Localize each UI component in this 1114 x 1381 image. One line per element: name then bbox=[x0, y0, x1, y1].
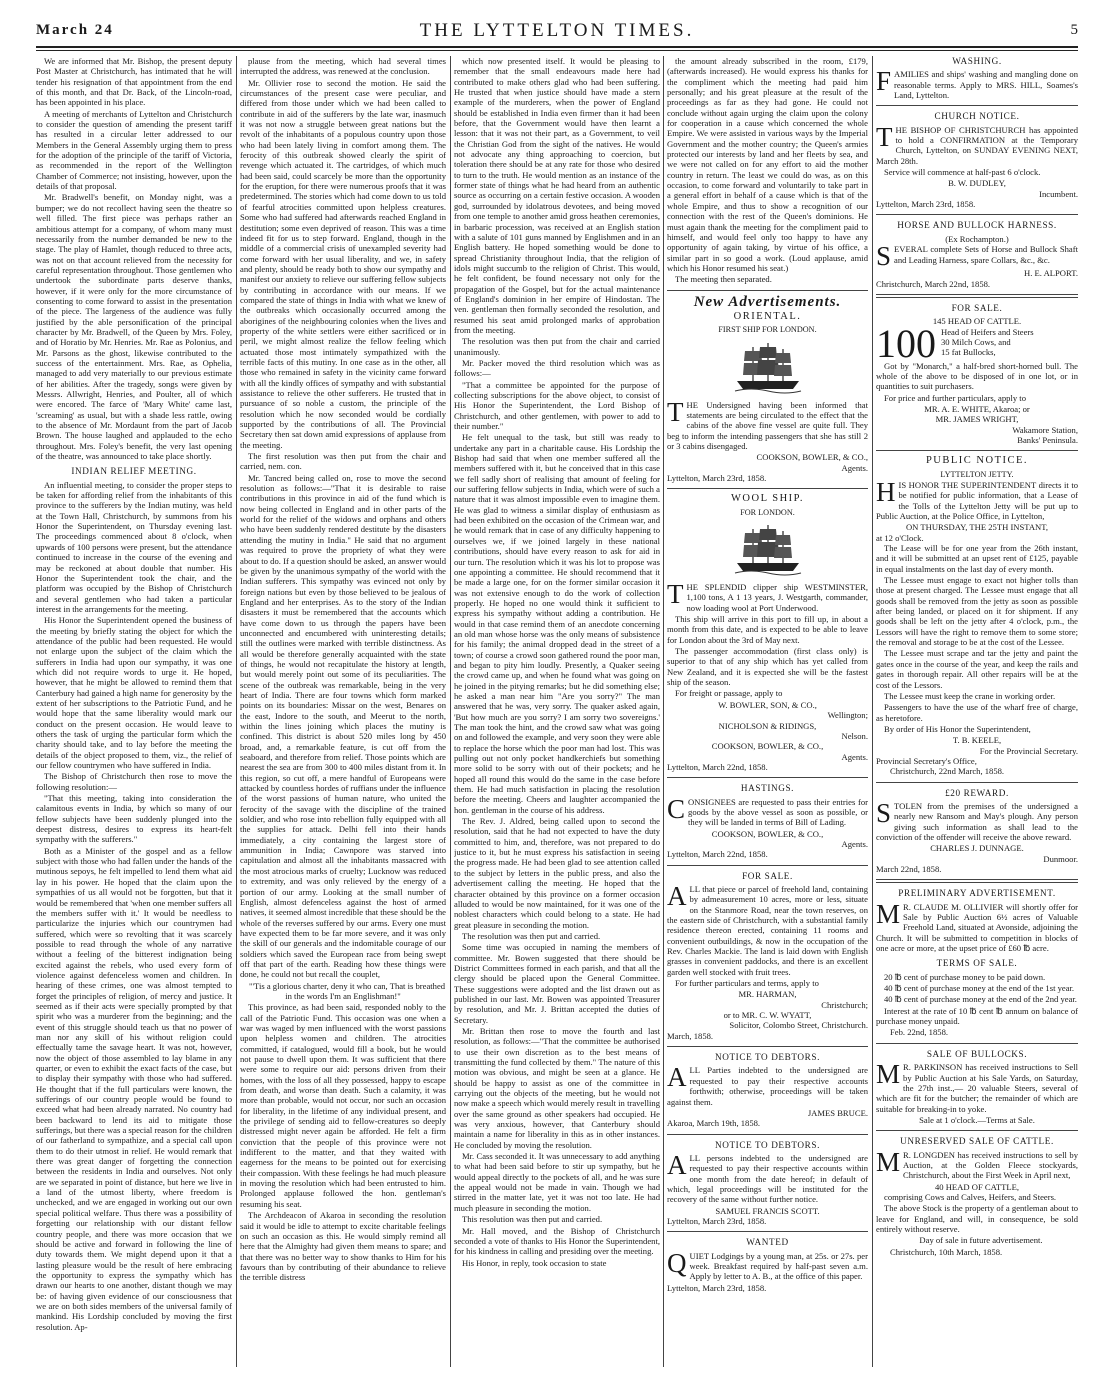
ad-subheading: (Ex Rochampton.) bbox=[945, 233, 1009, 244]
ad-signature: H. E. ALPORT. bbox=[1024, 268, 1078, 279]
ad-dateline: Lyttelton, March 22nd, 1858. bbox=[667, 761, 768, 772]
drop-cap: T bbox=[876, 121, 893, 152]
ad-subheading: 145 HEAD OF CATTLE. bbox=[932, 316, 1022, 327]
drop-cap: F bbox=[876, 66, 892, 97]
ad-dateline: Christchurch, March 22nd, 1858. bbox=[876, 278, 991, 289]
ad-dateline: Lyttelton, March 23rd, 1858. bbox=[667, 1215, 767, 1226]
ad-body bbox=[667, 793, 868, 828]
ad-rule bbox=[667, 1231, 868, 1232]
ad-body bbox=[876, 66, 1078, 101]
drop-cap: C bbox=[667, 793, 686, 824]
drop-cap: M bbox=[876, 1059, 901, 1090]
agent-location: Wellington; bbox=[827, 710, 868, 721]
contact-location: Christchurch; bbox=[821, 999, 868, 1010]
agent-name: COOKSON, BOWLER, & CO., bbox=[711, 741, 824, 752]
drop-cap: M bbox=[876, 1146, 901, 1177]
auction-date: ON THURSDAY, THE 25TH INSTANT, bbox=[905, 522, 1049, 533]
article-paragraph: Mr. Tancred being called on, rose to move the second resolution as follows:—"That it is desirable to raise contributions in this province in aid of the fund which is now being collected in England and in other parts of the world for the relief of the widows and orphans and others who have been suddenly rendered destitute by the disasters attending the mutiny in India." He said that no argument was required to prove the propriety of what they were about to do. If a question should be asked, an answer would be given by the unanimous sympathy of the world with the Indian sufferers. This sympathy was evinced not only by foreign nations but even by those believed to be jealous of England and her enterprises. As to the story of the Indian disasters it must be remembered that the accounts which have come down to us through the papers have been unconnected and encumbered with uninteresting details; still the outlines were marked with terrible distinctness. As all would be therefore generally acquainted with the state of things, he would not recapitulate the history at length, but would merely point out some of its peculiarities. The scene of the outbreak was remarkable, being in the very heart of India. There are four towns which form marked points on its boundaries: Missar on the west, Benares on the east, Indore to the south, and Meerut to the north, within the lines joining which places the mutiny is confined. This district is about 520 miles long by 450 broad, and, a remarkable feature, is cut off from the seaboard, and therefore from relief. Those points which are nearest the sea are from 300 to 400 miles distant from it. In this region, so cut off, a mere handful of Europeans were attacked by countless hordes of ruffians under the influence of the worst passions of human nature, who united the ferocity of the savage with the discipline of the trained soldier, and who rose into rebellion fully equipped with all the supplies for attack. Delhi fell into their hands immediately, a city containing the largest store of ammunition in India; Cawnpore was starved into capitulation and almost all the inhabitants massacred with the most atrocious marks of cruelty; Lucknow was reduced to extremity, and was only relieved by the energy of a portion of our army. Looking at the small number of English, almost defenceless against the host of armed natives, it seemed almost incredible that these should be the whole of the reverses suffered by our arms. Every one must have expected them to be far more severe, and it was only the skill of our generals and the indomitable courage of our soldiers which saved the European race from being swept off that part of the earth. Reading how these things were done, he could not but recall the couplet, bbox=[240, 472, 446, 980]
article-paragraph: The Rev. J. Aldred, being called upon to second the resolution, said that he had not expected to have the duty committed to him, and, therefore, was not prepared to do justice to it, but he must express his satisfaction in seeing the progress made. He had been glad to see attention called to the subject by letters in the public press, and also the advertisement calling the meeting. He hoped that the character obtained by this province on a former occasion alluded to would be now maintained, for it was one of the noblest characters which could belong to a state. He had great pleasure in seconding the motion. bbox=[454, 816, 660, 930]
agent-location: Nelson. bbox=[841, 730, 868, 741]
contact-name: MR. JAMES WRIGHT, bbox=[935, 414, 1019, 425]
preliminary-advertisement bbox=[876, 888, 1078, 1037]
news-paragraph: We are informed that Mr. Bishop, the present deputy Post Master at Christchurch, has intimated that he will tender his resignation of that appointment from the end of this month, and that Dr. Back, of the Lincoln-road, has been appointed in his place. bbox=[36, 56, 232, 108]
ad-body bbox=[876, 241, 1078, 272]
ad-body bbox=[667, 396, 868, 452]
ad-body bbox=[667, 1247, 868, 1282]
ad-signature-role: Agents. bbox=[841, 462, 868, 473]
contact-name: MR. HARMAN, bbox=[738, 989, 797, 1000]
section-rule bbox=[667, 290, 868, 291]
unreserved-sale-advertisement bbox=[876, 1136, 1078, 1257]
ad-rule bbox=[876, 450, 1078, 451]
for-sale-advertisement bbox=[667, 871, 868, 1042]
ad-signature: JAMES BRUCE. bbox=[807, 1107, 868, 1118]
ad-dateline: Lyttelton, March 22nd, 1858. bbox=[667, 849, 768, 860]
article-paragraph: Both as a Minister of the gospel and as a fellow subject with those who had fallen under the hands of the mutinous sepoys, he felt impelled to lend them what aid lay in his power. He hoped that the claim upon the sympathies of us all would not be forgotten, but that it would be remembered that 'when one member suffers all the members suffer with it.' It would be needless to particularize the injuries which our countrymen had suffered, which were so revolting that it was scarcely possible to read through the whole of any narrative without a feeling of the bitterest indignation being excited against the rebels, who used every form of violence against defenceless women and children. In hearing of these crimes, one was almost tempted to forget the principles of religion, of mercy and justice. It seemed as if their acts were specially prompted by that spirit who was a murderer from the beginning; and the event of this struggle should teach us that no power of man nor any skill of his without religion could effectually tame the savage heart. It was not, however, now the object of those assembled to lay blame in any quarter, or even to exhibit the exact facts of the case, but to display their sympathy with those who had suffered. He thought that if the full particulars were known, the sufferings of our country people would be found to exceed what had been already narrated. No country had been backward to lend its aid to mitigate those sufferings, but there was a special reason for the children of our fatherland to sympathize, and a special call upon them to do their utmost in relief. He would remark that there was great danger of forgetting the connection between the residents in India and ourselves. Not only are we separated in point of distance, but here we live in a land of the utmost liberty, where freedom is unchecked, and we are engaged in working out our own special political welfare. Thus there was a possibility of forgetting our relationship with our distant fellow country people, and there was more occasion that we should be active and forward in following the line of duty towards them. We might depend upon it that a lasting pleasure would be the result of here embracing the opportunity to express the sympathy which has drawn our hearts to one another, distant though we may be: of having given evidence of our consciousness that we are on both sides members of the universal family of mankind. His Lordship concluded by moving the first resolution. Ap- bbox=[36, 845, 232, 1332]
notice-to-debtors-advertisement bbox=[667, 1052, 868, 1128]
news-paragraph: A meeting of merchants of Lyttelton and Christchurch to consider the question of amending the present tariff has resulted in a circular letter addressed to our Members in the General Assembly urging them to press for the adoption of the principle of the tariff of Victoria, as recommended in the report of the Wellington Chamber of Commerce; not insisting, however, upon the details of that proposal. bbox=[36, 108, 232, 192]
ad-rule bbox=[667, 488, 868, 489]
article-paragraph: Some time was occupied in naming the members of committee. Mr. Bowen suggested that there should be District Committees formed in each parish, and that all the clergy should be placed upon the General Committee. These suggestions were adopted and the list drawn out as published in our last. Mr. Bowen was appointed Treasurer by resolution, and Mr. J. Brittan accepted the duties of Secretary. bbox=[454, 942, 660, 1025]
ad-heading: SALE OF BULLOCKS. bbox=[926, 1048, 1028, 1059]
ad-text: HE Undersigned having been informed that statements are being circulated to the effect that the cabins of the above fine vessel are quite full. They beg to inform the intending passengers that she has still 2 or 3 cabins disengaged. bbox=[667, 399, 868, 451]
ad-text: IS HONOR THE SUPERINTENDENT directs it to be notified for public information, that a Lease of the Tolls of the Lyttelton Jetty will be put up to Public Auction, at the Police Office, in Lyttelton, bbox=[876, 479, 1078, 521]
ad-body bbox=[876, 797, 1078, 842]
ad-heading: PRELIMINARY ADVERTISEMENT. bbox=[898, 888, 1056, 899]
public-notice-advertisement bbox=[876, 456, 1078, 776]
ad-heading: FOR SALE. bbox=[742, 870, 793, 881]
ad-dateline: Lyttelton, March 23rd, 1858. bbox=[667, 1282, 767, 1293]
article-paragraph: Mr. Brittan then rose to move the fourth and last resolution, as follows:—"That the committee be authorised to use their own discretion as to the best means of transmitting the fund collected by them." The nature of this motion was obvious, and might be seen at a glance. He should be happy to assist as one of the committee in carrying out the objects of the meeting, but he would not now make a speech which would merely result in travelling over the same ground as other speakers had occupied. He was very anxious, however, that Canterbury should maintain a name for liberality in this as in other instances. He concluded by moving the resolution. bbox=[454, 1025, 660, 1150]
cattle-heading: 40 HEAD OF CATTLE, bbox=[934, 1181, 1020, 1192]
contact-location: Solicitor, Colombo Street, Christchurch. bbox=[729, 1020, 868, 1031]
article-paragraph: The Archdeacon of Akaroa in seconding the resolution said it would be idle to attempt to excite charitable feelings on such an occasion as this. He would simply remind all here that the Almighty had given them means to spare; and that there was no better way to show thanks to Him for his favours than by contributing of their abundance to relieve the terrible distress bbox=[240, 1210, 446, 1283]
ad-signature: B. W. DUDLEY, bbox=[948, 178, 1006, 189]
ad-text: The passenger accommodation (first class only) is superior to that of any ship which has yet called from New Zealand, and it is expected she will be the fastest ship of the season. bbox=[667, 646, 868, 688]
ad-text: EVERAL complete Sets of Horse and Bullock Shaft and Leading Harness, spare Collars, &c., &c. bbox=[894, 244, 1078, 265]
article-paragraph: The resolution was then put and carried. bbox=[462, 930, 601, 941]
ad-signature: COOKSON, BOWLER, & CO., bbox=[711, 828, 824, 839]
reward-advertisement bbox=[876, 788, 1078, 875]
issue-date: March 24 bbox=[36, 22, 114, 38]
ad-rule bbox=[667, 1046, 868, 1047]
ad-body bbox=[876, 476, 1078, 521]
ad-rule bbox=[876, 294, 1078, 298]
ad-subheading: FIRST SHIP FOR LONDON. bbox=[718, 325, 817, 335]
notice-to-debtors-advertisement bbox=[667, 1140, 868, 1227]
ad-text: ONSIGNEES are requested to pass their entries for goods by the above vessel as soon as possible, or they will be landed in terms of Bill of Lading. bbox=[688, 796, 868, 828]
wool-ship-advertisement bbox=[667, 494, 868, 772]
sale-of-bullocks-advertisement bbox=[876, 1049, 1078, 1125]
page-number: 5 bbox=[1070, 22, 1078, 38]
column-2 bbox=[240, 56, 446, 1371]
office-line: Provincial Secretary's Office, bbox=[876, 755, 977, 766]
oriental-advertisement bbox=[667, 312, 868, 483]
ad-dateline: Lyttelton, March 23rd, 1858. bbox=[667, 473, 767, 483]
ad-dateline: March 22nd, 1858. bbox=[876, 864, 942, 874]
ad-body bbox=[667, 1062, 868, 1107]
ad-text: The above Stock is the property of a gentleman about to leave for England, and will, in consequence, be sold entirely without reserve. bbox=[876, 1203, 1078, 1234]
ad-text: HE BISHOP OF CHRISTCHURCH has appointed to hold a CONFIRMATION at the Temporary Church, Lyttelton, on SUNDAY EVENING NEXT, March 28th. bbox=[876, 124, 1078, 166]
ad-signature-role: Incumbent. bbox=[1039, 188, 1078, 199]
ad-rule bbox=[876, 1130, 1078, 1131]
ad-rule bbox=[876, 105, 1078, 106]
ad-text: LL that piece or parcel of freehold land, containing by admeasurement 10 acres, more or less, situate on the Stanmore Road, near the town reserves, on the eastern side of Christchurch, with a substantial family residence thereon erected, containing 11 rooms and convenient outbuildings, & now in the occupation of the Rev. Charles Mackie. The land is laid down with English grasses in convenient paddocks, and there is an excellent garden well stocked with fruit trees. bbox=[667, 883, 868, 977]
column-5 bbox=[876, 56, 1078, 1371]
ad-text: comprising Cows and Calves, Heifers, and Steers. bbox=[884, 1191, 1057, 1202]
article-paragraph: the amount already subscribed in the room, £179, (afterwards increased). He would express his thanks for the compliment which the meeting had paid him personally; and his great pleasure at the result of the proceedings as far as they had gone. He could not conclude without again urging the claim upon the colony for cooperation in a cause which concerned the whole Empire. We were assisted in various ways by the Imperial Government and the mother country; the Queen's armies protected our interests by land and her fleets by sea, and we were not called on for any effort to aid the mother country in return. The least we could do was, as on this occasion, to come forward and voluntarily to take part in a general effort in behalf of a cause which is that of the whole Empire, and thus to show a recognition of our connection with the rest of the Queen's dominions. He must again thank the meeting for the compliment paid to himself, and would feel only too happy to have any opportunity of again taking, by virtue of his office, a similar part in so good a work. (Loud applause, amid which his Honor resumed his seat.) bbox=[667, 56, 868, 273]
ad-heading: CHURCH NOTICE. bbox=[934, 111, 1020, 122]
drop-cap: S bbox=[876, 241, 892, 272]
ad-rule bbox=[876, 782, 1078, 783]
harness-advertisement bbox=[876, 220, 1078, 288]
ad-heading: PUBLIC NOTICE. bbox=[925, 455, 1029, 467]
ad-text: Got by "Monarch," a half-bred short-horned bull. The whole of the above to be disposed of in one lot, or in quantities to suit purchasers. bbox=[876, 360, 1078, 392]
drop-cap: S bbox=[876, 797, 892, 828]
verse-quote: "'Tis a glorious charter, deny it who can, That is breathed in the words I'm an Englishman!" bbox=[248, 980, 446, 1001]
ad-text: Sale at 1 o'clock.—Terms at Sale. bbox=[919, 1114, 1035, 1125]
ad-rule bbox=[667, 865, 868, 866]
terms-item: 40 ℔ cent of purchase money at the end of the 1st year. bbox=[884, 983, 1075, 994]
ad-heading: WASHING. bbox=[952, 56, 1002, 66]
ad-text: TOLEN from the premises of the undersigned a nearly new Ransom and May's plough. Any person giving such information as shall lead to the conviction of the offender will receive the above reward. bbox=[876, 800, 1078, 842]
ad-heading: NOTICE TO DEBTORS. bbox=[715, 1139, 820, 1150]
ad-dateline: Christchurch, 22nd March, 1858. bbox=[890, 766, 1005, 777]
cattle-count: 100 bbox=[876, 320, 936, 366]
article-paragraph: Mr. Cass seconded it. It was unnecessary to add anything to what had been said before to stir up sympathy, but he would appeal directly to the pockets of all, and he was sure the appeal would not be made in vain. Though we had stirred in the matter late, yet it was not too late. He had much pleasure in seconding the motion. bbox=[454, 1151, 660, 1213]
cattle-line: 15 fat Bullocks, bbox=[941, 347, 996, 358]
contact-location: Wakamore Station, bbox=[1012, 424, 1078, 435]
article-paragraph: He felt unequal to the task, but still was ready to undertake any part in a charitable cause. His Lordship the Bishop had said that when one member suffered all the members suffered with it, but he conceived that in this case we fell sadly short of realising that amount of feeling for our suffering fellow subjects in India, which were of such a nature that it was almost impossible even to imagine them. He was glad to witness a similar display of enthusiasm as had been exhibited on the occasion of the Crimean war, and he would remark that in case of any difficulty happening to ourselves we, if we joined largely in these national contributions, should have every reason to ask for aid in our turn. The resolution which it was his lot to propose was one appointing a committee. He should recommend that it be made a large one, for on the former similar occasion it was not extensive enough to do the work of collection properly. He hoped no one would think it sufficient to express his sympathy without adding a contribution. He would in that case remind them of an anecdote concerning an old man whose horse was the only means of subsistence for his family; the animal dropped dead in the street of a town; of course a crowd soon gathered round the poor man, and began to pity him loudly. Presently, a Quaker seeing the crowd came up, and when he found what was going on he joined in the pitying remarks; but he did something else; he asked a man near him "Are you sorry?" The man answered that he was, very sorry. The quaker asked again, 'But how much are you sorry? I am sorry two sovereigns.' The man took the hint, and the crowd saw what was going on and followed the example, and very soon they were able to replace the horse which the poor man had lost. This was pulling out not only pocket handkerchiefs but something more solid to be sorry with out of their pockets; and he hoped all round this would do the same in the case before them. He had much satisfaction in placing the resolution before the meeting. Cheers and laughter accompanied the hon. gentleman in the course of his address. bbox=[454, 432, 660, 815]
drop-cap: T bbox=[667, 396, 684, 427]
ad-text: Service will commence at half-past 6 o'clock. bbox=[884, 167, 1041, 178]
ad-body bbox=[667, 579, 868, 613]
ad-text: HE SPLENDID clipper ship WESTMINSTER, 1,100 tons, A 1 13 years, J. Westgarth, commander, now loading wool at Port Underwood. bbox=[686, 582, 868, 613]
column-divider bbox=[450, 56, 451, 1367]
article-paragraph: His Honor the Superintendent opened the business of the meeting by briefly stating the object for which the attendance of the public had been requested. He would not enlarge upon the subject of the claim which the sufferers in India had upon our sympathy, it was one which did not require words to urge it. He hoped, however, that he might be allowed to remind them that Canterbury had gained a high name for generosity by the extent of her subscriptions to the Patriotic Fund, and he would hope that the same liberality would mark our conduct on the present occasion. He would leave to others the task of urging the particular form which the charity should take, and to lay before the meeting the details of the object proposed to them, viz., the relief of our fellow countrymen who have suffered in India. bbox=[36, 615, 232, 771]
ad-text: For price and further particulars, apply to bbox=[884, 392, 1026, 403]
ad-text: The Lease will be for one year from the 26th instant, and it will be submitted at an upset rent of £125, payable in equal instalments on the last day of every month. bbox=[876, 543, 1078, 574]
column-4 bbox=[667, 56, 868, 1371]
drop-cap: Q bbox=[667, 1247, 687, 1278]
ad-heading: FOR SALE. bbox=[951, 302, 1003, 313]
article-paragraph: This resolution was then put and carried. bbox=[462, 1214, 603, 1225]
resolution-quote: "That a committee be appointed for the purpose of collecting subscriptions for the above object, to consist of His Honor the Superintendent, the Lord Bishop of Christchurch, and other gentlemen, with power to add to their number." bbox=[454, 379, 660, 432]
ad-text: Day of sale in future advertisement. bbox=[919, 1235, 1043, 1246]
masthead bbox=[36, 22, 1078, 42]
ad-text: R. LONGDEN has received instructions to sell by Auction, at the Golden Fleece stockyards, Christchurch, about the First Week in April next, bbox=[903, 1149, 1078, 1181]
article-paragraph: The first resolution was then put from the chair and carried, nem. con. bbox=[240, 451, 446, 472]
auction-time: at 12 o'Clock. bbox=[876, 532, 924, 543]
washing-advertisement bbox=[876, 56, 1078, 100]
ad-heading: WOOL SHIP. bbox=[731, 493, 804, 505]
terms-heading: TERMS OF SALE. bbox=[936, 958, 1018, 969]
drop-cap: T bbox=[667, 579, 684, 610]
ad-signature: T. B. KEELE, bbox=[952, 735, 1002, 746]
ad-heading: UNRESERVED SALE OF CATTLE. bbox=[900, 1136, 1054, 1147]
ad-text: The Lessee must keep the crane in working order. bbox=[884, 690, 1056, 701]
ad-rule bbox=[876, 1043, 1078, 1044]
ad-dateline: March, 1858. bbox=[667, 1030, 714, 1041]
agent-name: NICHOLSON & RIDINGS, bbox=[718, 720, 817, 731]
ad-rule bbox=[876, 214, 1078, 215]
ad-subheading: LYTTELTON JETTY. bbox=[940, 469, 1014, 479]
drop-cap: A bbox=[667, 880, 687, 911]
ad-text: UIET Lodgings by a young man, at 25s. or 27s. per week. Breakfast required by half-past seven a.m. Apply by letter to A. B., at the office of this paper. bbox=[689, 1250, 868, 1282]
ad-body bbox=[667, 880, 868, 977]
ad-subheading: FOR LONDON. bbox=[740, 507, 795, 517]
ad-body bbox=[876, 1146, 1078, 1181]
ad-text: AMILIES and ships' washing and mangling done on reasonable terms. Apply to MRS. HILL, Soames's Land, Lyttelton. bbox=[894, 69, 1078, 101]
ad-text: For freight or passage, apply to bbox=[675, 688, 783, 699]
agent-location: Agents. bbox=[841, 751, 868, 762]
header-rule bbox=[36, 46, 1078, 48]
article-paragraph: The resolution was then put from the chair and carried unanimously. bbox=[454, 336, 660, 357]
ad-body bbox=[876, 898, 1078, 954]
ad-heading: HASTINGS. bbox=[740, 783, 795, 794]
ad-body bbox=[667, 1149, 868, 1205]
article-paragraph: Mr. Hall moved, and the Bishop of Christchurch seconded a vote of thanks to His Honor the Superintendent, for his kindness in calling and presiding over the meeting. bbox=[454, 1225, 660, 1257]
article-paragraph: Mr. Ollivier rose to second the motion. He said the circumstances of the present case were peculiar, and differed from those under which we had been called to contribute in aid of the sufferers by the late war, inasmuch it was not now a struggle between great nations but the revolt of the inhabitants of a populous country upon those who had been lately living in comfort among them. The ferocity of this outbreak showed clearly the spirit of revenge which actuated it. The cartridges, of which much had been said, could scarcely be more than the opportunity for the eruption, for there were numerous proofs that it was predetermined. The stories which had come down to us told of fearful atrocities committed upon helpless creatures. Some who had suffered had afterwards reached England in destitution; some even deprived of reason. This was a time indeed fit for us to step forward. England, though in the middle of a commercial crisis of unexampled severity had come forward with her usual liberality, and we, in safety and plenty, should be ready both to show our sympathy and manifest our anxiety to relieve our suffering fellow subjects by contributing in accordance with our means. If we compared the state of things in India with what we knew of the outbreaks which occasionally occurred among the aborigines of the neighbouring colonies when the lives and property of the white settlers were either sacrificed or in peril, we might almost realize the fellow feeling which actuated those most intimately sympathized with the terrible facts of this mutiny. In one case as in the other, all those who remained in safety in the vicinity came forward with all the kindly offices of sympathy and with substantial assistance to relieve the other sufferers. He trusted that in pursuance of so noble a custom, the principle of the resolution which he now seconded would be cordially supported by the contributions of all. The Provincial Secretary then sat down amid expressions of applause from the meeting. bbox=[240, 77, 446, 450]
ad-signature: COOKSON, BOWLER, & CO., bbox=[756, 452, 868, 463]
ad-rule bbox=[876, 879, 1078, 883]
wanted-advertisement bbox=[667, 1237, 868, 1293]
header-rule-thin bbox=[36, 50, 1078, 51]
article-paragraph: plause from the meeting, which had several times interrupted the address, was renewed at the conclusion. bbox=[240, 56, 446, 77]
terms-item: 20 ℔ cent of purchase money to be paid down. bbox=[884, 971, 1046, 982]
ad-text: R. CLAUDE M. OLLIVIER will shortly offer for Sale by Public Auction 6½ acres of Valuable Freehold Land, situated at Avonside, adjoining the Church. It will be submitted to competition in blocks of one acre or more, at the upset price of £60 ℔ acre. bbox=[876, 901, 1078, 954]
ad-heading: NOTICE TO DEBTORS. bbox=[715, 1052, 820, 1063]
ad-text: This ship will arrive in this port to fill up, in about a month from this date, and is expected to be able to leave for London about the 3rd of May next. bbox=[667, 614, 868, 645]
ad-dateline: Feb. 22nd, 1858. bbox=[890, 1027, 949, 1038]
column-divider bbox=[236, 56, 237, 1367]
ad-text: R. PARKINSON has received instructions to Sell by Public Auction at his Sale Yards, on Saturday, the 27th inst.,— 20 valuable Steers, several of which are fit for the butcher; the remainder of which are suitable for breaking-in to yoke. bbox=[876, 1062, 1078, 1114]
terms-item: 40 ℔ cent of purchase money at the end of the 2nd year. bbox=[884, 994, 1077, 1005]
ad-text: The Lessee must scrape and tar the jetty and paint the gates once in the course of the year, and keep the rails and gates in thorough repair. All other repairs will be at the cost of the Lessors. bbox=[876, 648, 1078, 690]
article-paragraph: The meeting then separated. bbox=[675, 274, 772, 285]
sailing-ship-icon bbox=[731, 521, 805, 579]
new-advertisements-heading: New Advertisements. bbox=[693, 293, 842, 310]
ad-text: LL Parties indebted to the undersigned are requested to pay their respective accounts forthwith; otherwise, proceedings will be taken against them. bbox=[667, 1065, 868, 1107]
ad-heading: £20 REWARD. bbox=[945, 787, 1009, 798]
drop-cap: H bbox=[876, 476, 896, 507]
ad-rule bbox=[667, 1134, 868, 1135]
ad-dateline: Lyttelton, March 23rd, 1858. bbox=[876, 199, 976, 210]
column-1 bbox=[36, 56, 232, 1371]
article-paragraph: An influential meeting, to consider the proper steps to be taken for affording relief from the inhabitants of this province to the sufferers by the Indian mutiny, was held at the Town Hall, Christchurch, by summons from his Honor the Superintendent, on Thursday evening last. The proceedings commenced about 8 o'clock, when upwards of 100 persons were present, but the attendance continued to increase in the course of the evening and may be reckoned at about double that number. His Honor the Superintendent took the chair, and the platform was occupied by the Bishop of Christchurch and several gentlemen who had taken a particular interest in the arrangements for the meeting. bbox=[36, 479, 232, 614]
article-paragraph: which now presented itself. It would be pleasing to remember that the small endeavours made here had contributed to make others glad who had been suffering. He trusted that when justice should have made a stern example of the murderers, when the power of England should be established in India even firmer than it had been before, that the Government would have then learnt a lesson: that it was not their part, as a Government, to veil the Christian God from the sight of the natives. He would not advocate any thing approaching to coercion, but toleration there should be at any rate for those who desired to turn to the truth. He would mention as an instance of the former state of things what he had heard from an authentic source as occurring on a certain festive occasion. A wooden god, surrounded by idolatrous devotees, and being moved from one temple to another amid gross heathen ceremonies, in barbaric procession, was received at an English station with a salute of 101 guns manned by Englishmen and in an English battery. He hoped something would be done to spread Christianity throughout India, that the religion of idols might succumb to the religion of Christ. This would, he felt confident, be found necessary not only for the propagation of the Gospel, but for the actual maintenance of England's dominion in her empire of Hindostan. The ven. gentleman then formally seconded the resolution, and resumed his seat amid prolonged marks of approbation from the meeting. bbox=[454, 56, 660, 335]
ad-signature: SAMUEL FRANCIS SCOTT. bbox=[715, 1205, 820, 1216]
ad-text: By order of His Honor the Superintendent, bbox=[884, 723, 1031, 734]
drop-cap: M bbox=[876, 898, 901, 929]
ad-text: For further particulars and terms, apply to bbox=[675, 978, 819, 989]
column-divider bbox=[872, 56, 873, 1367]
ad-text: LL persons indebted to the undersigned are requested to pay their respective accounts within one month from the date hereof; in default of which, legal proceedings will be instituted for the recovery of the same without further notice. bbox=[667, 1152, 868, 1205]
contact-location: Banks' Peninsula. bbox=[1017, 434, 1078, 445]
article-paragraph: This province, as had been said, responded nobly to the call of the Patriotic Fund. This occasion was one when a war was waged by men influenced with the worst passions upon helpless women and children. The atrocities committed, if catalogued, would fill a book, but he would not pause to dwell upon them. It was sufficient that there were some to require our aid: persons driven from their homes, with the loss of all they possessed, happy to escape from death, and worse than death. Such a calamity, it was more than probable, would not occur, nor such an occasion for liberality, in the lifetime of any individual present, and the privilege of sending aid to fellow-creatures so deeply distressed might never again be afforded. He felt a firm conviction that the people of this province were not indifferent to the matter, and that they waited with eagerness for the means to be pointed out for exercising their compassion. With these feelings he had much pleasure in moving the resolution which had been entrusted to him. Prolonged applause followed the hon. gentleman's resuming his seat. bbox=[240, 1002, 446, 1209]
terms-item: Interest at the rate of 10 ℔ cent ℔ annum on balance of purchase money unpaid. bbox=[876, 1005, 1078, 1027]
ad-signature: CHARLES J. DUNNAGE. bbox=[930, 843, 1024, 854]
ad-dateline: Christchurch, 10th March, 1858. bbox=[890, 1246, 1003, 1257]
ad-body bbox=[876, 121, 1078, 166]
ad-heading: WANTED bbox=[746, 1237, 789, 1248]
ad-text: The Lessee must engage to exact not higher tolls than those at present charged. The Lessee must engage that all goods shall be removed from the jetty as soon as possible after being landed, or placed on it for shipment. If any goods shall be left on the jetty after 4 o'clock, p.m., the Lessors will have the right to remove them to some store; the removal and storage to be at the cost of the Lessee. bbox=[876, 575, 1078, 648]
column-divider bbox=[663, 56, 664, 1367]
column-3 bbox=[454, 56, 660, 1371]
sailing-ship-icon bbox=[731, 339, 805, 397]
ad-body bbox=[876, 1059, 1078, 1114]
agent-name: W. BOWLER, SON, & CO., bbox=[718, 699, 817, 710]
cattle-line: Head of Heifers and Steers bbox=[941, 326, 1034, 337]
newspaper-title: THE LYTTELTON TIMES. bbox=[419, 20, 695, 41]
ad-dateline: Akaroa, March 19th, 1858. bbox=[667, 1118, 761, 1129]
article-heading: INDIAN RELIEF MEETING. bbox=[71, 466, 197, 477]
article-paragraph: The Bishop of Christchurch then rose to move the following resolution:— bbox=[36, 771, 232, 792]
resolution-quote: "That this meeting, taking into consideration the calamitous events in India, by which so many of our fellow subjects have been suddenly plunged into the deepest distress, desires to express its heart-felt sympathy with the sufferers." bbox=[36, 793, 232, 845]
drop-cap: A bbox=[667, 1062, 687, 1093]
ad-heading: HORSE AND BULLOCK HARNESS. bbox=[897, 220, 1057, 231]
contact-name: or to MR. C. W. WYATT, bbox=[723, 1010, 812, 1021]
drop-cap: A bbox=[667, 1149, 687, 1180]
ad-rule bbox=[667, 777, 868, 778]
article-paragraph: His Honor, in reply, took occasion to state bbox=[462, 1257, 607, 1268]
ad-text: Passengers to have the use of the wharf free of charge, as heretofore. bbox=[876, 702, 1078, 723]
contact-name: MR. A. E. WHITE, Akaroa; or bbox=[924, 403, 1030, 414]
cattle-for-sale-advertisement bbox=[876, 303, 1078, 445]
cattle-line: 30 Milch Cows, and bbox=[941, 336, 1011, 347]
news-paragraph: Mr. Bradwell's benefit, on Monday night, was a bumper; we do not recollect having seen the theatre so well filled. The first piece was perhaps rather an ambitious attempt for a company, of whom many must necessarily from the number demanded be new to the stage. The play of Hamlet, though reduced to three acts, was not on that account relieved from the necessity for careful representation throughout. Those gentlemen who undertook the subordinate parts deserve thanks, however, if it were only for the more circumstance of consenting to come forward to assist in the presentation of the piece. The largeness of the audience was fully justified by the able personification of the principal character by Mr. Bradwell, of the Queen by Mrs. Foley, and of Horatio by Mr. Henries. Mr. Rae as Polonius, and Mr. Parsons as the ghost, likewise contributed to the success of the entertainment. Mrs. Rae, as Ophelia, managed to add very materially to our previous estimate of her abilities. After the tragedy, songs were given by Messrs. Allwright, Henries, and Poulter, all of which were encored. The farce of 'Mary White' came last, 'screaming' as usual, but with a shade less rattle, owing to the absence of Mr. Mordaunt from the part of Jacob Brown. The house laughed and applauded to the echo throughout. Mrs. Foley's benefit, the very last opening of the theatre, was announced to take place shortly. bbox=[36, 192, 232, 462]
ad-signature-role: Dunmoor. bbox=[1043, 853, 1078, 864]
ad-heading: ORIENTAL. bbox=[733, 310, 802, 322]
ad-signature-role: Agents. bbox=[841, 838, 868, 849]
church-notice-advertisement bbox=[876, 111, 1078, 209]
hastings-advertisement bbox=[667, 783, 868, 859]
article-paragraph: Mr. Packer moved the third resolution which was as follows:— bbox=[454, 357, 660, 379]
ad-signature-role: For the Provincial Secretary. bbox=[979, 745, 1078, 756]
